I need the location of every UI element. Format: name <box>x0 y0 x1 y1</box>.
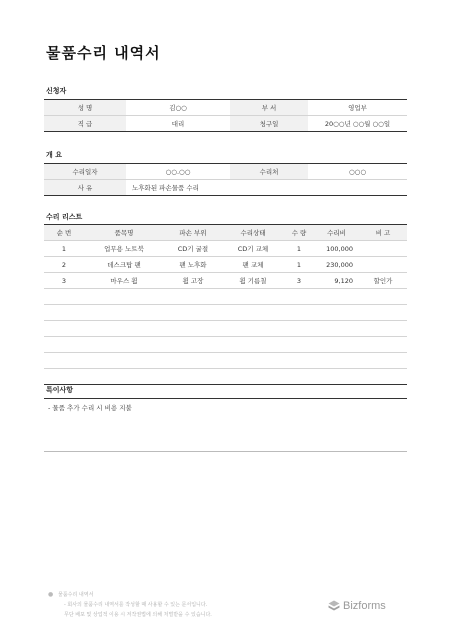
reason-label: 사 유 <box>44 180 126 196</box>
row-number: 1 <box>44 241 84 257</box>
col-header-item: 품목명 <box>84 225 164 241</box>
empty-cell <box>314 305 359 321</box>
col-header-status: 수리상태 <box>222 225 284 241</box>
damage-part: 휠 고장 <box>164 273 222 289</box>
empty-cell <box>284 321 314 337</box>
col-header-quantity: 수 량 <box>284 225 314 241</box>
overview-row <box>44 180 407 196</box>
empty-cell <box>84 337 164 353</box>
col-header-cost: 수리비 <box>314 225 359 241</box>
empty-cell <box>44 305 84 321</box>
empty-cell <box>222 369 284 385</box>
item-name: 마우스 휠 <box>84 273 164 289</box>
bullet-icon: ● <box>48 591 54 598</box>
table-row <box>44 273 407 289</box>
col-header-note: 비 고 <box>359 225 407 241</box>
repair-cost: 230,000 <box>314 257 359 273</box>
repair-list-table <box>44 224 407 385</box>
quantity: 3 <box>284 273 314 289</box>
empty-cell <box>359 369 407 385</box>
bizforms-logo-icon <box>328 600 340 612</box>
damage-part: CD기 굴절 <box>164 241 222 257</box>
repair-date-value: ○○.○○ <box>126 164 230 180</box>
empty-cell <box>164 337 222 353</box>
empty-table-row <box>44 289 407 305</box>
department-label: 부 서 <box>230 100 308 116</box>
empty-cell <box>314 321 359 337</box>
applicant-section-label: 신청자 <box>46 87 67 95</box>
empty-cell <box>84 353 164 369</box>
request-date-value: 20○○년 ○○월 ○○일 <box>308 116 407 132</box>
applicant-row <box>44 116 407 132</box>
bizforms-logo <box>328 600 386 612</box>
empty-cell <box>164 353 222 369</box>
empty-cell <box>284 369 314 385</box>
empty-cell <box>314 337 359 353</box>
overview-section-label: 개 요 <box>46 151 62 159</box>
empty-table-row <box>44 305 407 321</box>
applicant-row <box>44 100 407 116</box>
empty-cell <box>314 369 359 385</box>
empty-cell <box>359 353 407 369</box>
repair-shop-value: ○○○ <box>308 164 407 180</box>
name-value: 김○○ <box>126 100 230 116</box>
empty-cell <box>359 321 407 337</box>
empty-cell <box>359 305 407 321</box>
empty-cell <box>284 289 314 305</box>
empty-cell <box>84 305 164 321</box>
empty-cell <box>164 369 222 385</box>
footer-line-2: - 회사의 물품수리 내역서를 작성할 때 사용할 수 있는 문서입니다. <box>64 602 208 608</box>
document-title: 물품수리 내역서 <box>46 44 161 62</box>
empty-cell <box>84 321 164 337</box>
damage-part: 팬 노후화 <box>164 257 222 273</box>
col-header-number: 순 번 <box>44 225 84 241</box>
repair-cost: 100,000 <box>314 241 359 257</box>
repair-date-label: 수리일자 <box>44 164 126 180</box>
overview-table <box>44 163 407 196</box>
note <box>359 241 407 257</box>
note: 할인가 <box>359 273 407 289</box>
notes-section-label: 특이사항 <box>46 386 74 394</box>
empty-cell <box>84 289 164 305</box>
repair-list-section-label: 수리 리스트 <box>46 213 83 221</box>
notes-text: - 물품 추가 수리 시 비용 지불 <box>48 404 132 412</box>
empty-cell <box>84 369 164 385</box>
name-label: 성 명 <box>44 100 126 116</box>
col-header-damage: 파손 부위 <box>164 225 222 241</box>
empty-cell <box>222 353 284 369</box>
empty-cell <box>164 321 222 337</box>
empty-cell <box>44 321 84 337</box>
quantity: 1 <box>284 257 314 273</box>
applicant-table <box>44 99 407 132</box>
repair-shop-label: 수리처 <box>230 164 308 180</box>
empty-cell <box>359 337 407 353</box>
footer-line-1: 물품수리 내역서 <box>58 592 94 598</box>
empty-cell <box>222 289 284 305</box>
empty-cell <box>44 337 84 353</box>
logo-text: Bizforms <box>343 600 386 612</box>
quantity: 1 <box>284 241 314 257</box>
notes-box <box>44 398 407 452</box>
empty-cell <box>222 321 284 337</box>
repair-list-header-row <box>44 225 407 241</box>
empty-cell <box>284 337 314 353</box>
rank-label: 직 급 <box>44 116 126 132</box>
reason-value: 노후화된 파손물품 수리 <box>126 180 407 196</box>
request-date-label: 청구일 <box>230 116 308 132</box>
empty-table-row <box>44 321 407 337</box>
empty-cell <box>44 369 84 385</box>
empty-cell <box>314 289 359 305</box>
empty-cell <box>222 305 284 321</box>
footer-line-3: 무단 배포 및 상업적 이용 시 저작권법에 의해 처벌받을 수 있습니다. <box>64 612 212 618</box>
department-value: 영업부 <box>308 100 407 116</box>
table-row <box>44 241 407 257</box>
empty-table-row <box>44 353 407 369</box>
note <box>359 257 407 273</box>
rank-value: 대리 <box>126 116 230 132</box>
overview-row <box>44 164 407 180</box>
empty-table-row <box>44 337 407 353</box>
repair-status: CD기 교체 <box>222 241 284 257</box>
row-number: 2 <box>44 257 84 273</box>
repair-cost: 9,120 <box>314 273 359 289</box>
repair-status: 휠 기름칠 <box>222 273 284 289</box>
footer-guide <box>48 590 212 620</box>
item-name: 업무용 노트북 <box>84 241 164 257</box>
table-row <box>44 257 407 273</box>
item-name: 데스크탑 팬 <box>84 257 164 273</box>
empty-cell <box>314 353 359 369</box>
empty-cell <box>44 353 84 369</box>
empty-cell <box>222 337 284 353</box>
empty-cell <box>164 305 222 321</box>
empty-cell <box>284 305 314 321</box>
empty-cell <box>359 289 407 305</box>
empty-table-row <box>44 369 407 385</box>
repair-status: 팬 교체 <box>222 257 284 273</box>
empty-cell <box>284 353 314 369</box>
row-number: 3 <box>44 273 84 289</box>
empty-cell <box>164 289 222 305</box>
empty-cell <box>44 289 84 305</box>
